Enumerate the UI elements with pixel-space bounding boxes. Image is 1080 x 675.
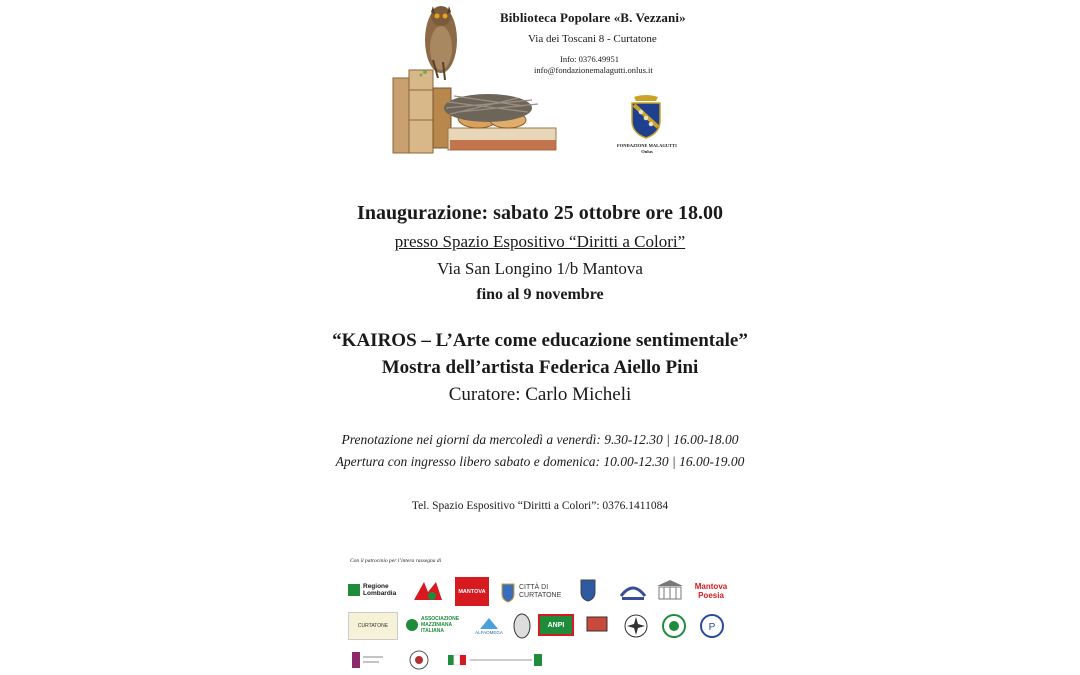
medallion-icon (513, 613, 531, 639)
curtatone-event-logo (348, 612, 398, 640)
fondazione-building-logo (654, 577, 686, 605)
crest-label-onlus: Onlus (641, 149, 653, 154)
round-emblem-small-icon (408, 649, 430, 671)
alfaomega-logo (470, 612, 508, 638)
associazione-mazziniana-logo (405, 614, 467, 636)
booking-hours: Prenotazione nei giorni da mercoledì a venerdì: 9.30-12.30 | 16.00-18.00 (341, 432, 739, 447)
exhibition-curator: Curatore: Carlo Micheli (448, 384, 632, 405)
curtatone-event-text: CURTATONE (357, 623, 389, 629)
mantova-citta-text: MANTOVA (458, 588, 486, 595)
flag-icon (448, 650, 544, 670)
mazziniana-icon (405, 618, 419, 632)
curtatone-crest-icon (500, 581, 516, 603)
museo-logo (350, 648, 386, 672)
library-address: Via dei Toscani 8 - Curtatone (528, 33, 657, 45)
exhibition-end-date: fino al 9 novembre (476, 286, 604, 303)
regione-lombardia-logo (348, 580, 406, 600)
provincia-mantova-icon (410, 578, 446, 604)
venue-phone: Tel. Spazio Espositivo “Diritti a Colori”: 0376.1411084 (411, 500, 669, 512)
regione-lombardia-text: Regione Lombardia (363, 583, 397, 597)
crest-label (612, 143, 682, 155)
mantova-poesia-logo (692, 578, 730, 604)
round-emblem-2 (660, 612, 688, 640)
curtatone-text: CITTÀ DI CURTATONE (519, 584, 562, 599)
mantova-citta-logo (455, 577, 489, 606)
exhibition-title: “KAIROS – L’Arte come educazione sentimentale” (332, 330, 748, 351)
building-icon (655, 578, 685, 604)
anpi-logo (538, 614, 574, 636)
anpi-text: ANPI (547, 621, 565, 629)
regione-lombardia-icon (348, 584, 360, 596)
biblioteca-mantovana-icon (618, 576, 648, 604)
medallion-logo-1 (512, 612, 532, 640)
comune-crest-icon (579, 578, 597, 602)
venue-link[interactable]: presso Spazio Espositivo “Diritti a Colori” (394, 232, 686, 251)
inauguration-line: Inaugurazione: sabato 25 ottobre ore 18.00 (357, 202, 723, 224)
patronage-label: Con il patrocinio per l’intera rassegna di (350, 558, 442, 564)
round-emblem-4 (404, 648, 434, 672)
round-emblem-3 (698, 612, 726, 640)
flag-association-logo (448, 650, 544, 670)
alfaomega-text: ALFAOMEGA (475, 629, 503, 635)
exhibition-artist: Mostra dell’artista Federica Aiello Pini (381, 357, 699, 378)
comune-logo-1 (578, 576, 598, 604)
svg-text:P: P (708, 622, 716, 633)
commune-emblem-icon (584, 613, 610, 637)
crest-label-name: FONDAZIONE MALAGUTTI (617, 143, 677, 148)
library-info-phone: Info: 0376.49951 (560, 54, 620, 64)
round-emblem-blue-icon (699, 613, 725, 639)
round-emblem-green-icon (661, 613, 687, 639)
library-email[interactable]: info@fondazionemalagutti.onlus.it (534, 65, 653, 75)
round-emblem-icon (623, 613, 649, 639)
opening-hours: Apertura con ingresso libero sabato e domenica: 10.00-12.30 | 16.00-19.00 (335, 454, 745, 469)
biblioteca-mantovana-logo (618, 575, 648, 605)
library-name: Biblioteca Popolare «B. Vezzani» (500, 10, 686, 25)
venue-street: Via San Longino 1/b Mantova (437, 259, 643, 278)
museo-icon (351, 649, 385, 671)
commune-logo-2 (582, 612, 612, 638)
provincia-mantova-logo (410, 578, 446, 604)
alfaomega-icon (478, 616, 500, 630)
fondazione-crest-icon (628, 93, 664, 139)
round-emblem-1 (622, 612, 650, 640)
mazziniana-text: ASSOCIAZIONE MAZZINIANA ITALIANA (421, 616, 460, 634)
mantova-poesia-text: Mantova Poesia (694, 582, 728, 600)
curtatone-logo (500, 578, 572, 606)
